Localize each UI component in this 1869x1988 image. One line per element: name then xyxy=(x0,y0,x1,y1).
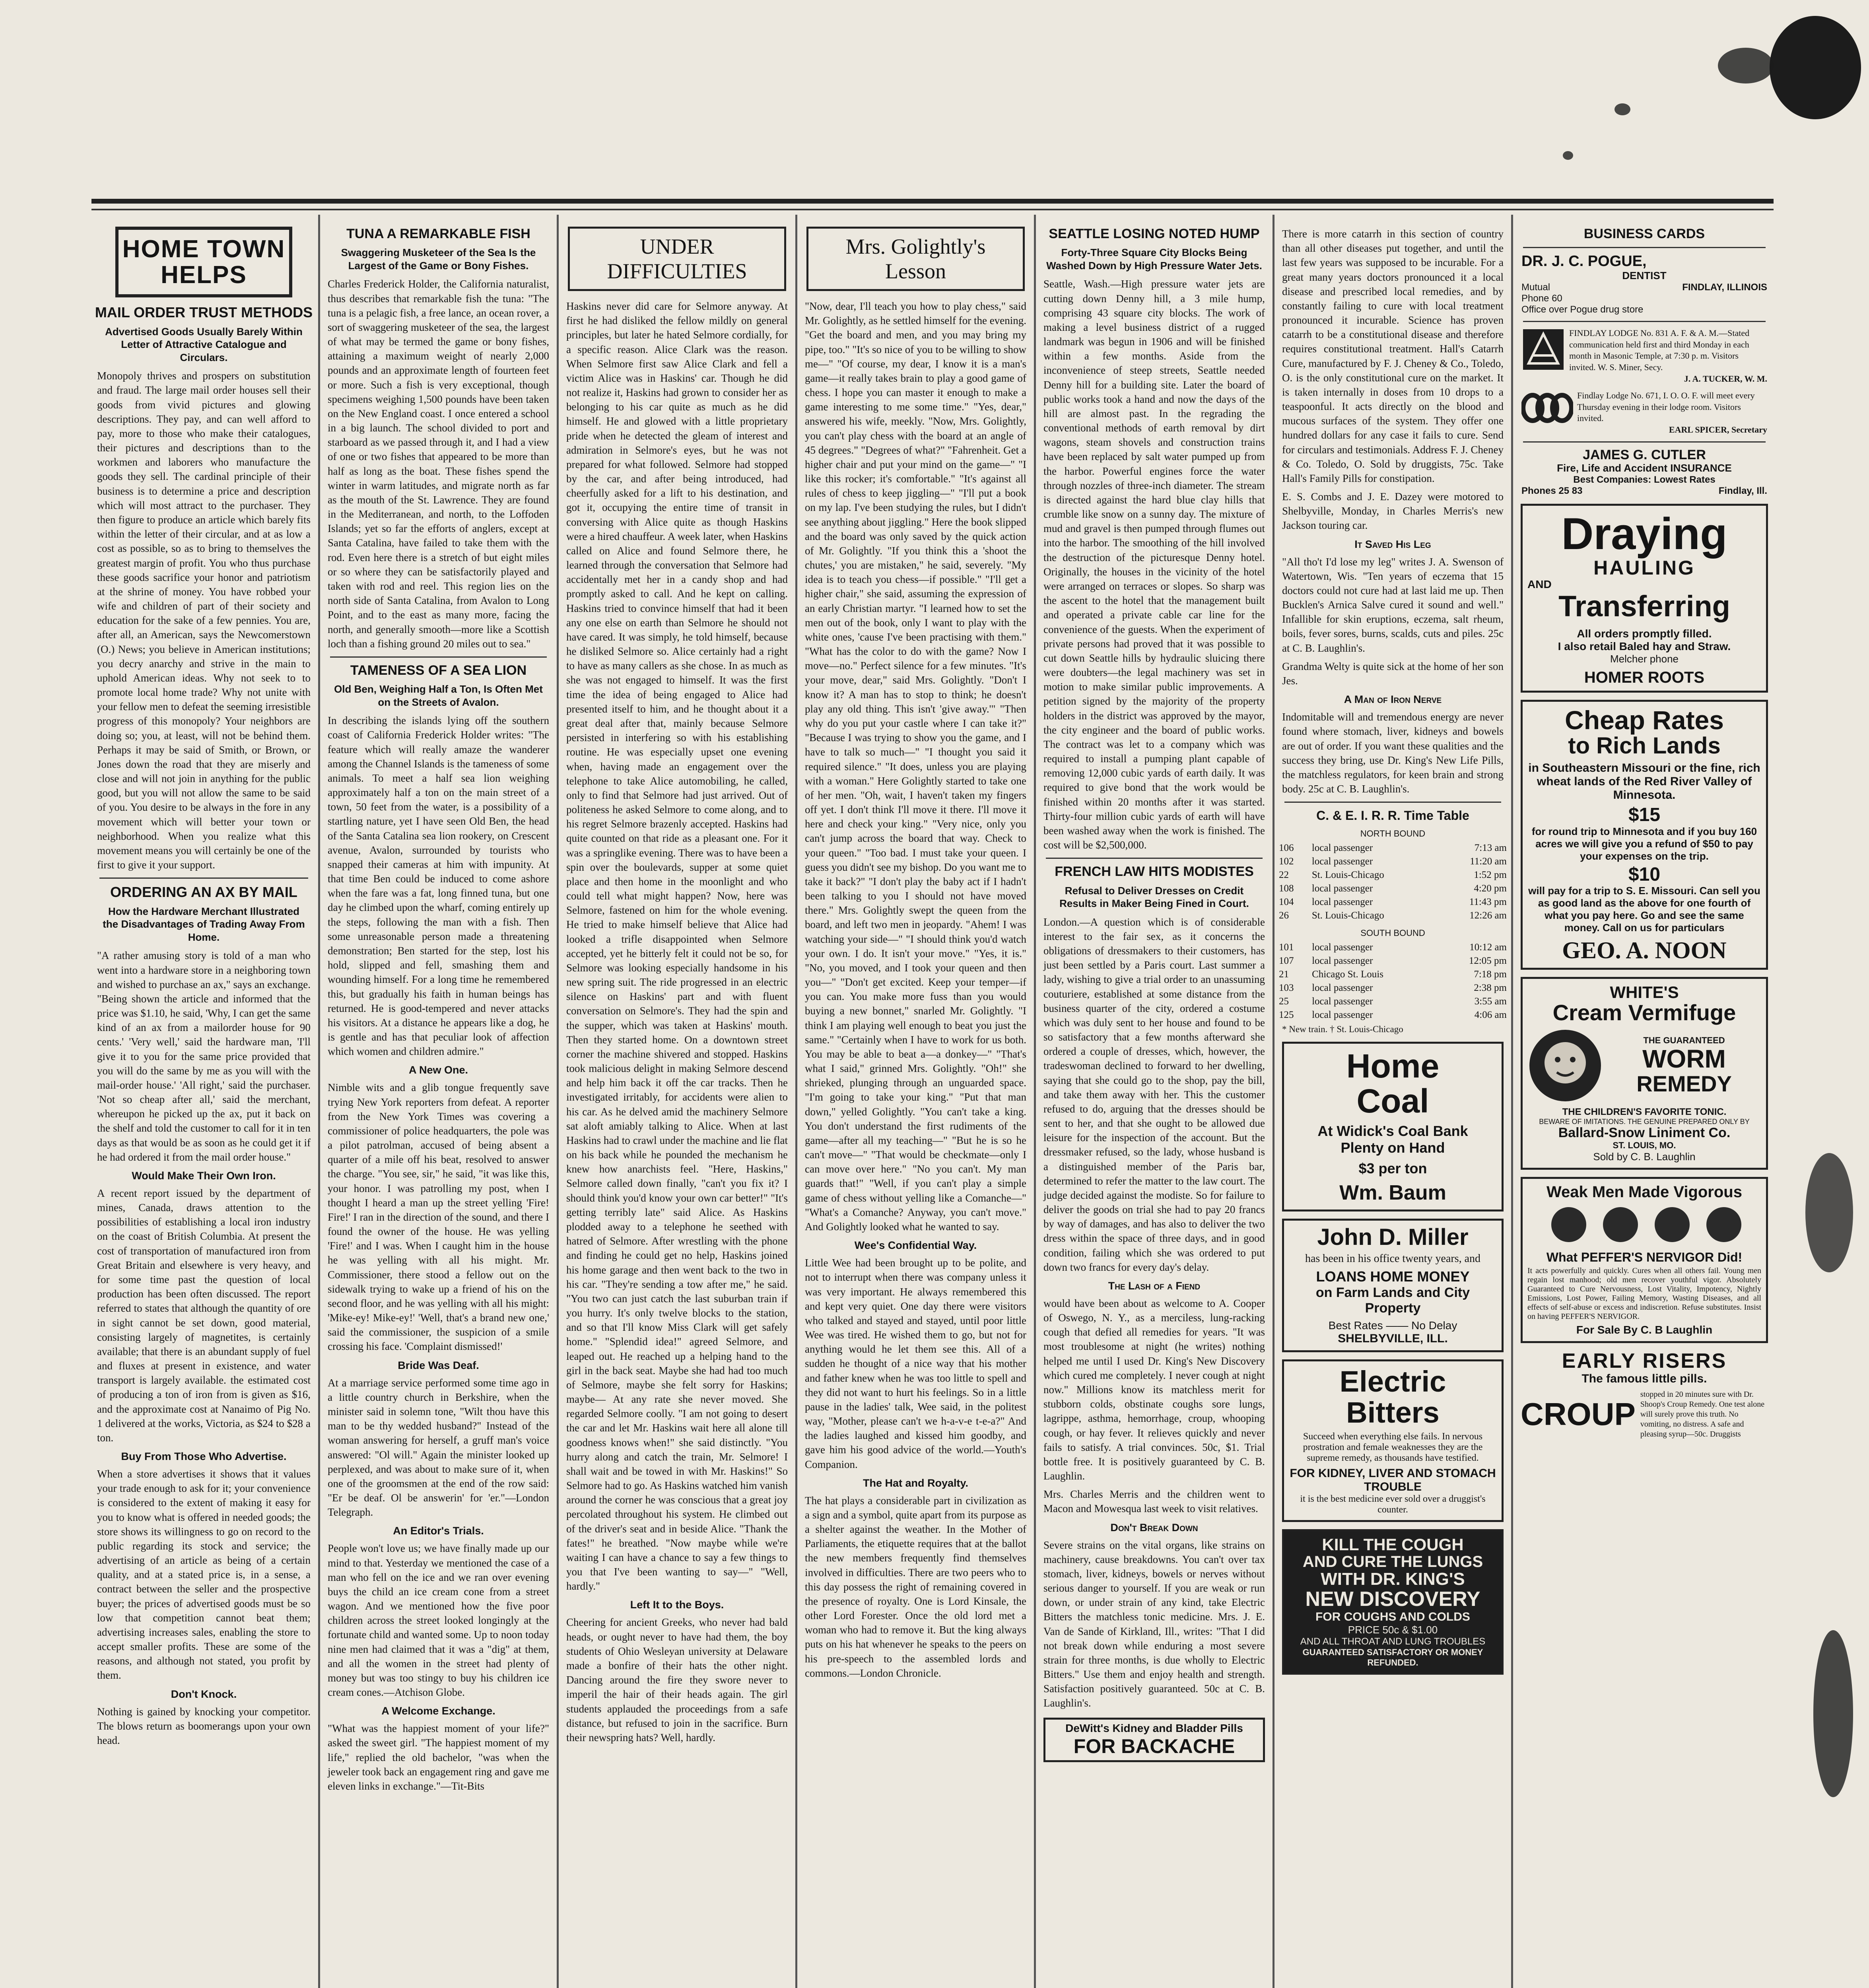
miller-line-6: SHELBYVILLE, ILL. xyxy=(1338,1332,1448,1345)
headline-fiend: The Lash of a Fiend xyxy=(1108,1279,1201,1292)
timetable-row xyxy=(1276,841,1509,855)
torn-edge-stain-2 xyxy=(1813,1630,1853,1797)
timetable-row xyxy=(1276,882,1509,895)
column-6 xyxy=(1276,215,1509,1988)
timetable-cell-time: 4:20 pm xyxy=(1474,883,1507,894)
dray-line-3: AND xyxy=(1527,578,1552,591)
cutler-name: JAMES G. CUTLER xyxy=(1583,447,1706,462)
dray-line-5: All orders promptly filled. xyxy=(1577,627,1712,640)
timetable-cell-no: 108 xyxy=(1279,883,1294,894)
timetable-cell-time: 10:12 am xyxy=(1469,942,1507,953)
headline-mail-order: MAIL ORDER TRUST METHODS xyxy=(95,304,313,321)
article-advertise: When a store advertises it shows that it values your trade enough to ask for it; your convenience is considered to the extent of making it easy for you to know what is offered in needed goods; the store shows its willingness to go on record to the public regarding its stock and service; the advertising of an article as being of a certain quality, and at a stated price is, in a sense, a contract between the seller and the prospective buyer; the prices of advertised goods must be so low that competition cannot beat them; advertising increases sales, enabling the store to accept smaller profits. These are some of the reasons, and although not stated, you profit by them. xyxy=(97,1468,311,1681)
timetable-note: * New train. † St. Louis-Chicago xyxy=(1282,1024,1403,1035)
home-coal-ad xyxy=(1282,1042,1504,1211)
torn-corner-stain-2 xyxy=(1718,48,1774,83)
article-mail-order: Monopoly thrives and prospers on substitution and fraud. The large mail order houses sell their goods from vivid pictures and glowing descriptions. They pay, and can well afford to pay, more to those who make their catalogues, their pictures and descriptions than to the workmen and laborers who manufacture the goods they sell. The cardinal principle of their business is to determine a price and description which will most attract to the purchaser. They then figure to produce an article which barely fits within the letter of their circular, and at as low a cost as possible, so as to bring to themselves the greatest margin of profit. You who thus purchase these goods sacrifice your honor and patriotism at the shrine of money. You have robbed your wife and children of part of their society and education for the sake of a few pennies. You are, after all, an American, says the Newcomerstown (O.) News; you believe in American institutions; you decry anarchy and strive in the main to uphold American ideas. Why not seek to to promote local home trade? Why not unite with your fellow men to defeat the seeming irresistible progress of this monopoly? Your neighbors are doing so; you, at least, will not be behind them. Perhaps it may be said of Smith, or Brown, or Jones down the road that they are miserly and close and will not join in anything for the public good, but you will not allow the same to be said of you. You desire to be always in the fore in any movement which will better your town or neighborhood. When you realize what this movement means you will certainly be one of the first to give it your support. xyxy=(97,370,311,871)
cutler-line-3: Phones 25 83 xyxy=(1521,485,1583,497)
miller-line-4: on Farm Lands and City Property xyxy=(1315,1285,1470,1316)
dray-line-7: Melcher phone xyxy=(1610,653,1679,665)
er-line-2: The famous little pills. xyxy=(1581,1372,1707,1385)
business-cards-title: BUSINESS CARDS xyxy=(1583,226,1705,241)
section-rule xyxy=(1523,441,1766,443)
column-divider xyxy=(318,215,320,1988)
chain-links-icon xyxy=(1521,390,1573,426)
section-rule xyxy=(1523,321,1766,322)
timetable-north xyxy=(1276,841,1509,922)
wv-line-7: BEWARE OF IMITATIONS. THE GENUINE PREPARED ONLY BY xyxy=(1539,1117,1750,1126)
timetable-cell-name: local passenger xyxy=(1312,982,1373,994)
dk-line-4: NEW DISCOVERY xyxy=(1305,1588,1480,1611)
headline-tuna: TUNA A REMARKABLE FISH xyxy=(346,226,530,241)
cr-line-6: $10 xyxy=(1628,864,1661,885)
wm-line-4: For Sale By C. B Laughlin xyxy=(1576,1324,1713,1336)
timetable-row xyxy=(1276,1008,1509,1022)
section-rule xyxy=(330,656,547,658)
pogue-line-2: FINDLAY, ILLINOIS xyxy=(1682,282,1767,293)
column-4 xyxy=(799,215,1032,1988)
deck-seattle: Forty-Three Square City Blocks Being Washed Down by High Pressure Water Jets. xyxy=(1046,247,1262,272)
portraits-icon xyxy=(1533,1203,1756,1246)
masonic-emblem-icon xyxy=(1521,328,1565,371)
pogue-title: DENTIST xyxy=(1622,270,1667,282)
timetable-row xyxy=(1276,909,1509,922)
article-editor: People won't love us; we have finally made up our mind to that. Yesterday we mentioned the case of a man who fell on the ice and we ran over evening buys the child an ice cream cone from a street wagon. And we mentioned how the five poor children across the street looked longingly at the fortunate child and wanted some. Up to noon today nine men had claimed that it was a "dig" at them, and all the women in the street had plenty of money but was too stingy to buy his children ice cream cones.—Atchison Globe. xyxy=(328,1542,549,1699)
wm-line-2: What PEFFER'S NERVIGOR Did! xyxy=(1546,1250,1743,1264)
deck-sea-lion: Old Ben, Weighing Half a Ton, Is Often Met on the Streets of Avalon. xyxy=(334,683,543,708)
logo-line-1: HOME TOWN xyxy=(122,235,286,263)
eb-line-4: FOR KIDNEY, LIVER AND STOMACH TROUBLE xyxy=(1290,1466,1496,1493)
column-divider xyxy=(795,215,797,1988)
timetable-cell-no: 26 xyxy=(1279,910,1289,921)
column-7 xyxy=(1515,215,1774,1988)
timetable-cell-name: local passenger xyxy=(1311,843,1373,854)
eb-line-5: it is the best medicine ever sold over a druggist's counter. xyxy=(1300,1493,1486,1515)
coal-line-6: Wm. Baum xyxy=(1339,1181,1446,1204)
timetable-cell-no: 101 xyxy=(1279,942,1294,953)
early-risers-ad xyxy=(1521,1350,1768,1386)
timetable-cell-no: 107 xyxy=(1279,955,1294,967)
deck-mail-order: Advertised Goods Usually Barely Within Letter of Attractive Catalogue and Circulars. xyxy=(105,325,303,363)
article-ax: "A rather amusing story is told of a man who went into a hardware store in a neighboring town and wished to purchase an ax," says an exchange. "Being shown the article and informed that the price was $1.10, he said, 'Why, I can get the same kind of an ax from a mailorder house for 90 cents.' 'Very well,' said the hardware man, 'I'll give it to you for the same price provided that you will do the same by me as you will with the mail-order house.' 'All right,' said the purchaser. 'Not so cheap after all,' said the merchant, whereupon he picked up the ax, put it back on the shelf and told the customer to call for it in ten days as that would be as soon as he could get it if he had ordered it from the mail order house." xyxy=(97,949,311,1163)
local-note-merris: Mrs. Charles Merris and the children went to Macon and Mowesqua last week to visit relatives. xyxy=(1043,1488,1265,1515)
headline-exchange: A Welcome Exchange. xyxy=(381,1705,495,1717)
dk-line-8: GUARANTEED SATISFACTORY OR MONEY REFUNDED. xyxy=(1302,1647,1483,1668)
dr-king-discovery-ad xyxy=(1282,1529,1504,1675)
timetable-cell-no: 104 xyxy=(1279,897,1294,908)
story-title-line-1: UNDER xyxy=(640,235,714,258)
torn-edge-stain xyxy=(1805,1153,1853,1272)
wv-line-5: REMEDY xyxy=(1636,1071,1732,1097)
timetable-cell-name: St. Louis-Chicago xyxy=(1311,870,1384,881)
eb-line-2: Bitters xyxy=(1346,1396,1440,1429)
cr-line-5: for round trip to Minnesota and if you buy 160 acres we will give you a refund of $50 to pay your expenses on the trip. xyxy=(1531,825,1757,862)
lodge1-text: FINDLAY LODGE No. 831 A. F. & A. M.—Stated communication held first and third Monday in each month in Masonic Temple, at 7:30 p. m. Visitors invited. W. S. Miner, Secy. xyxy=(1569,328,1750,373)
headline-advertise: Buy From Those Who Advertise. xyxy=(121,1450,287,1463)
timetable-cell-name: local passenger xyxy=(1312,996,1373,1007)
timetable-cell-no: 102 xyxy=(1279,856,1294,867)
timetable-cell-time: 11:20 am xyxy=(1470,856,1507,867)
timetable-cell-time: 11:43 pm xyxy=(1469,897,1507,908)
article-knock: Nothing is gained by knocking your competitor. The blows return as boomerangs upon your own head. xyxy=(97,1705,311,1746)
home-town-helps-logo xyxy=(115,227,292,297)
coal-line-1: Home xyxy=(1346,1047,1440,1085)
cr-line-4: $15 xyxy=(1628,804,1661,826)
logo-line-2: HELPS xyxy=(161,261,247,289)
dk-line-2: AND CURE THE LUNGS xyxy=(1302,1553,1483,1571)
coal-line-2: Coal xyxy=(1356,1082,1429,1120)
article-iron: A recent report issued by the department of mines, Canada, draws attention to the possibilities of establishing a local iron industry on the coast of British Columbia. At present the cost of transportation of manufactured iron from Great Britain and elsewhere is very heavy, and for some time past the question of local production has been often discussed. The report referred to states that although the quantity of ore in sight cannot be set down, good material, consisting largely of magnetites, is certainly available; that there is an abundant supply of fuel and fluxes at present in existence, and water transport is largely available. the estimated cost of producing a ton of iron from is given as $16, and the approximate cost at Nanaimo of Pig No. 1 delivered at the works, Victoria, as $24 to $28 a ton. xyxy=(97,1187,311,1444)
deck-tuna: Swaggering Musketeer of the Sea Is the Largest of the Game or Bony Fishes. xyxy=(341,247,536,272)
catarrh-notice: There is more catarrh in this section of country than all other diseases put together, and until the last few years was supposed to be incurable. For a great many years doctors pronounced it a local disease and prescribed local remedies, and by constantly failing to cure with local treatment pronounced it incurable. Science has proven catarrh to be a constitutional disease and therefore requires constitutional treatment. Hall's Catarrh Cure, manufactured by F. J. Cheney & Co., Toledo, O. is the only constitutional cure on the market. It is taken internally in doses from 10 drops to a teaspoonful. It acts directly on the blood and mucous surfaces of the system. They offer one hundred dollars for any case it fails to cure. Send for circulars and testimonials. Address F. J. Cheney & Co. Toledo, O. Sold by druggists, 75c. Take Hall's Family Pills for constipation. xyxy=(1282,228,1504,484)
wm-line-1: Weak Men Made Vigorous xyxy=(1546,1183,1742,1201)
headline-iron: Would Make Their Own Iron. xyxy=(132,1169,276,1182)
miller-line-1: John D. Miller xyxy=(1317,1224,1469,1250)
section-rule xyxy=(1284,802,1501,803)
wv-line-6: THE CHILDREN'S FAVORITE TONIC. xyxy=(1562,1106,1727,1117)
timetable-cell-name: local passenger xyxy=(1312,955,1373,967)
coal-line-3: At Widick's Coal Bank xyxy=(1317,1122,1468,1139)
article-new-one: Nimble wits and a glib tongue frequently save trying New York reporters from defeat. A reporter from the New York Times was covering a commissioner of police headquarters, the pole was a pilot patrolman, accused of being absent a quarter of a mile off his beat, resolved to answer the charge. "You see, sir," he said, "it was like this, your honor. I was patrolling my post, when I thought I heard a man up the street yelling 'Fire! Fire!' I ran in the direction of the sound, and there I found the owner of the house. He was yelling 'Fire!' and I was. When I caught him in the house he was yelling with all his might. Mr. Commissioner, there stood a fellow out on the sidewalk trying to wake up a friend of his on the second floor, and he was yelling with all his might: 'Mike-ey! Mike-ey!' 'Well, that's a brand new one,' said the commissioner, the suspicion of a smile crossing his face. 'Complaint dismissed!' xyxy=(328,1081,549,1353)
timetable-cell-no: 103 xyxy=(1279,982,1294,994)
headline-seattle: SEATTLE LOSING NOTED HUMP xyxy=(1049,226,1260,241)
ink-speck xyxy=(1614,103,1630,115)
timetable-cell-name: local passenger xyxy=(1311,856,1373,867)
timetable-cell-no: 125 xyxy=(1279,1010,1294,1021)
pogue-name: DR. J. C. POGUE, xyxy=(1521,253,1647,270)
timetable-row xyxy=(1276,981,1509,995)
john-miller-ad xyxy=(1282,1219,1504,1353)
lodge1-signature: J. A. TUCKER, W. M. xyxy=(1684,373,1767,384)
masthead-rule-thin xyxy=(91,209,1774,210)
article-break-down: Severe strains on the vital organs, like strains on machinery, cause breakdowns. You can't over tax stomach, liver, kidneys, bowels or nerves without serious danger to yourself. If you are weak or run down, or under strain of any kind, take Electric Bitters the matchless tonic medicine. Mrs. J. E. Van de Sande of Kirkland, Ill., writes: "That I did not break down while enduring a most severe strain for three months, is due wholly to Electric Bitters." Use them and enjoy health and strength. Satisfaction positively guaranteed. 50c at C. B. Laughlin's. xyxy=(1043,1539,1265,1709)
article-tuna: Charles Frederick Holder, the California naturalist, thus describes that remarkable fish the tuna: "The tuna is a pelagic fish, a free lance, an ocean rover, a sort of swaggering musketeer of the sea, the largest of what may be termed the game or bony fishes, attaining a maximum weight of nearly 2,000 pounds and an approximate length of fourteen feet or more. Such a fish is very exceptional, though specimens weighing 1,500 pounds have been taken on the New England coast. I once entered a school in a big launch. The school divided to port and starboard as we passed through it, and I had a view of one or two fishes that appeared to be more than half as long as the boat. These fishes spend the winter in warm latitudes, and migrate north as far as the mouth of the St. Lawrence. They are found in the Mediterranean, and north, to the Loffoden Islands; yet so far the efforts of anglers, except at Santa Catalina, have failed to take them with the rod. Even here there is a stretch of but eight miles or so where they can be satisfactorily played and taken with rod and reel. This region lies on the north side of Santa Catalina, from Avalon to Long Point, and to the east as many more, facing the north, and generally smooth—more like a Scottish loch than a fishing ground 20 miles out to sea." xyxy=(328,278,549,650)
story-title-line-2: Lesson xyxy=(885,259,946,283)
timetable-cell-time: 12:26 am xyxy=(1469,910,1507,921)
headline-sea-lion: TAMENESS OF A SEA LION xyxy=(350,662,527,678)
dray-line-2: HAULING xyxy=(1593,556,1695,579)
timetable-cell-name: St. Louis-Chicago xyxy=(1311,910,1384,921)
section-rule xyxy=(1523,247,1766,248)
cutler-line-2: Best Companies: Lowest Rates xyxy=(1573,474,1716,485)
story-under-difficulties: Haskins never did care for Selmore anyway. At first he had disliked the fellow mildly on general principles, but later he hated Selmore cordially, for a specific reason. Alice Clark was the reason. When Selmore first saw Alice Clark and fell a victim Alice was in Haskins' car. Though he did not realize it, Haskins had grown to consider her as belonging to his car quite as much as he did himself. He and glowed with a little proprietary pride when he detected the gleam of interest and admiration in Selmore's eyes, but he was not prepared for what followed. Selmore had stopped by the car, and after being introduced, had cheerfully asked for a lift to his destination, and got it, occupying the entire time of transit in conversing with Alice quite as though Haskins were a hired chauffeur. A week later, when Haskins called on Alice and found Selmore there, he learned through the conversation that Selmore had accidentally met her in a candy shop and had promptly asked to call. And he kept on calling. Haskins tried to convince himself that had it been any one else on earth than Selmore he should not have cared. It was simply, he told himself, because he disliked Selmore so. Alice certainly had a right to have as many callers as she chose. In as much as she was not engaged to himself. It was the first time the idea of being engaged to Alice had presented itself to him, and he thought about it a great deal after that, mainly because Selmore persisted in interfering so with his establishing routine. He was especially upset one evening when, having made an engagement over the telephone to take Alice automobiling, he called, only to find that Selmore had just arrived. Out of politeness he asked Selmore to come along, and to his regret Selmore brazenly accepted. Haskins had quite counted on that ride as a pleasant one. For it was a springlike evening. There was to have been a spin over the boulevards, supper at some quiet place and then home in the moonlight and who could tell what might happen? Now, here was Selmore, fastened on him for the whole evening. He tried to make himself believe that Alice had looked a trifle disappointed when Selmore accepted, yet he bitterly felt it could not be so, for Selmore was looking especially handsome in his new spring suit. The ride progressed in an electric silence on Haskins' part and with fluent conversation on Selmore's. They had the spin and the supper, which was taken at Haskins' mouth. Then they started home. On a downtown street corner the machine shivered and stopped. Haskins took malicious delight in making Selmore descend and help him back it off the car tracks. Then he investigated irritably, for accidents were alien to his car. As he delved amid the machinery Selmore sat aloft amiably talking to Alice. When at last Haskins had to crawl under the machine and lie flat on his back while he pounded the mechanism he knew how anarchists feel. "Here, Haskins," Selmore called down finally, "can't you fix it? I should think you'd know your own car better!" "It's getting terribly late" said Alice. As Haskins plodded away to a telephone he seethed with hatred of Selmore. After wrestling with the phone and finding he could get no help, Haskins joined his home garage and then went back to the two in his car. "They're sending a tow after me," he said. "You two can just catch the last suburban train if you hurry. It's only twelve blocks to the station, and so that I'll know Miss Clark will get safely home." "Splendid idea!" agreed Selmore, and leaped out. He reached up a helping hand to the girl in the back seat. Maybe she had had too much of Selmore, maybe she felt sorry for Haskins; maybe— At any rate she never moved. She regarded Selmore coolly. "I am not going to desert the car and let Mr. Haskins wait here all alone till goodness knows when!" she said distinctly. "You hurry along and catch the train, Mr. Selmore! I shall wait and be towed in with Mr. Haskins!" So Selmore had to go. As Haskins watched him vanish around the corner he was conscious that a great joy percolated throughout his system. He climbed out of the driver's seat and in beside Alice. "Thank the fates!" he breathed. "Now maybe while we're waiting I can have a chance to say a few things to you that I've been wanting to say—" "Well, hardly." xyxy=(566,300,788,1592)
wm-line-3: It acts powerfully and quickly. Cures when all others fail. Young men regain lost manhood; old men recover youthful vigor. Absolutely Guaranteed to Cure Nervousness, Lost Vitality, Impotency, Nightly Emissions, Lost Power, Failing Memory, Wasting Diseases, and all effects of self-abuse or excess and indiscretion. Refuse substitutes. Insist on having PEFFER'S NERVIGOR. xyxy=(1527,1266,1761,1321)
dray-line-1: Draying xyxy=(1561,509,1727,559)
wv-line-1: WHITE'S xyxy=(1610,983,1679,1002)
headline-boys: Left It to the Boys. xyxy=(630,1599,724,1611)
timetable-cell-time: 7:13 am xyxy=(1474,843,1507,854)
column-divider xyxy=(1511,215,1513,1988)
column-2 xyxy=(322,215,555,1988)
eb-line-1: Electric xyxy=(1339,1365,1446,1398)
wv-line-4: WORM xyxy=(1642,1044,1726,1073)
article-hat: The hat plays a considerable part in civilization as a sign and a symbol, quite apart from its purpose as a shelter against the weather. In the Mother of Parliaments, the etiquette requires that at the ballot the new members frequently find themselves involved in difficulties. There are two peers who to this day possess the right of remaining covered in the presence of royalty. One is Lord Kinsale, the other Lord Forester. Once the old lord met a woman who had to remove it. But the king always puts on his hat whenever he speaks to the peers on his pre-speech to the assembled lords and commons.—London Chronicle. xyxy=(805,1494,1026,1679)
card-cutler xyxy=(1521,448,1767,497)
column-1 xyxy=(91,215,316,1988)
headline-hat: The Hat and Royalty. xyxy=(863,1477,969,1489)
croup-ad xyxy=(1521,1390,1768,1439)
local-note-welty: Grandma Welty is quite sick at the home of her son Jes. xyxy=(1282,660,1504,687)
article-saved-leg: "All tho't I'd lose my leg" writes J. A. Swenson of Watertown, Wis. "Ten years of eczema that 15 doctors could not cure had at last laid me up. Then Bucklen's Arnica Salve cured it sound and well." Infallible for skin eruptions, eczema, salt rheum, boils, fever sores, burns, scalds, cuts and piles. 25c at C. B. Laughlin's. xyxy=(1282,555,1504,654)
timetable-row xyxy=(1276,868,1509,882)
wv-line-10: Sold by C. B. Laughlin xyxy=(1593,1150,1696,1163)
dk-line-1: KILL THE COUGH xyxy=(1322,1535,1464,1554)
headline-editor: An Editor's Trials. xyxy=(393,1525,484,1537)
torn-corner-stain xyxy=(1770,16,1861,119)
timetable-row xyxy=(1276,954,1509,968)
dk-line-6: PRICE 50c & $1.00 xyxy=(1348,1623,1438,1636)
dray-line-6: I also retail Baled hay and Straw. xyxy=(1558,640,1731,653)
timetable-south xyxy=(1276,941,1509,1022)
timetable-cell-time: 2:38 pm xyxy=(1474,982,1507,994)
article-bride: At a marriage service performed some time ago in a little country church in Berkshire, when the minister said in solemn tone, "Wilt thou have this man to be thy wedded husband?" Instead of the woman answering for herself, a gruff man's voice answered: "Ol will." Again the minister looked up perplexed, and was about to make sure of it, when one of the groomsmen at the end of the row said: "Er be deaf. Ol be answerin' for 'er."—London Telegraph. xyxy=(328,1376,549,1518)
timetable-cell-name: local passenger xyxy=(1311,897,1373,908)
pogue-line-1: Mutual xyxy=(1521,282,1550,293)
article-boys: Cheering for ancient Greeks, who never had bald heads, or ought never to have had them, the boy students of Ohio Wesleyan university at Delaware made a bonfire of their hats the other night. Dancing around the fire they swore never to imperil the hair of their heads again. The girl students applauded the proceedings from a safe distance, but refused to join in the sacrifice. Burn their newspring hats? Well, hardly. xyxy=(566,1616,788,1743)
timetable-row xyxy=(1276,855,1509,868)
dk-line-5: FOR COUGHS AND COLDS xyxy=(1315,1610,1470,1623)
miller-line-5: Best Rates —— No Delay xyxy=(1328,1319,1457,1332)
wv-line-2: Cream Vermifuge xyxy=(1552,1000,1736,1025)
cutler-line-4: Findlay, Ill. xyxy=(1718,485,1767,497)
story-title-line-1: Mrs. Golightly's xyxy=(845,235,986,258)
timetable-cell-name: Chicago St. Louis xyxy=(1312,969,1383,980)
deck-ax: How the Hardware Merchant Illustrated the Disadvantages of Trading Away From Home. xyxy=(103,905,305,943)
dewitt-line-2: FOR BACKACHE xyxy=(1073,1735,1235,1757)
wv-line-9: ST. LOUIS, MO. xyxy=(1613,1140,1676,1150)
article-sea-lion: In describing the islands lying off the southern coast of California Frederick Holder writes: "The feature which will really amaze the wanderer among the Channel Islands is the tameness of some animals. To meet a half sea lion weighing approximately half a ton on the main street of a town, 50 feet from the water, is a possibility of a startling nature, yet I have seen Old Ben, the head of the Santa Catalina sea lion rookery, on Crescent avenue, Avalon, surrounded by tourists who snapped their cameras at him with impunity. At that time Ben could be induced to come ashore when the fare was a fat, long finned tuna, but one day he climbed upon the wharf, coming entirely up the steps, following the man with a fish. Then some unreasonable person made a threatening demonstration; Ben started for the step, lost his hold, slipped and fell, smashing them and wounding himself. For a long time he remembered this, but gradually his faith in human beings has returned. He is good-tempered and never attacks his visitors. At a distance he appears like a dog, he is gentle and has that peculiar look of affection which women and children admire." xyxy=(328,714,549,1058)
cr-line-2: to Rich Lands xyxy=(1568,733,1721,759)
card-masonic-lodge xyxy=(1521,328,1767,384)
eb-line-3: Succeed when everything else fails. In nervous prostration and female weaknesses they are the supreme remedy, as thousands have testified. xyxy=(1303,1431,1483,1463)
timetable-cell-no: 22 xyxy=(1279,870,1289,881)
timetable-north-heading: NORTH BOUND xyxy=(1360,829,1426,839)
masthead-rule xyxy=(91,199,1774,204)
timetable-cell-time: 12:05 pm xyxy=(1469,955,1507,967)
timetable-cell-name: local passenger xyxy=(1311,883,1373,894)
timetable-cell-time: 4:06 am xyxy=(1474,1010,1507,1021)
article-wee: Little Wee had been brought up to be polite, and not to interrupt when there was company unless it was very important. He always remembered this and kept very quiet. One day there were visitors who talked and stayed and stayed, until poor little Wee was tired. He wished them to go, but not for anything would he let them see this. All of a sudden he thought of a nice way that his mother and father knew when he was too little to spell and they did not want to hurt his feelings. So in a little pause in the ladies' talk, Wee said, in the politest way, "Mother, please can't we h-a-v-e t-e-a?" And the ladies laughed and kissed him goodby, and gave him his good advice of the world.—Youth's Companion. xyxy=(805,1257,1026,1470)
article-exchange: "What was the happiest moment of your life?" asked the sweet girl. "The happiest moment of my life," replied the old bachelor, "was when the jeweler took back an engagement ring and gave me eleven links in exchange."—Tit-Bits xyxy=(328,1722,549,1792)
story-golightly: "Now, dear, I'll teach you how to play chess," said Mr. Golightly, as he settled himself for the evening. "Get the board and men, and you may bring my pipe, too." "It's so nice of you to be willing to show me—" "Of course, my dear, I know it is a man's game—it really takes brain to play a good game of chess. I hope you can master it enough to make a game interesting to me some time." "Yes, dear," answered his wife, meekly. "Now, Mrs. Golightly, you can't play chess with the board at an angle of 45 degrees." "Degrees of what?" "Fahrenheit. Get a higher chair and put your mind on the game—" "I like this rocker; it's comfortable." "It's against all rules of chess to keep jiggling—" "I'll put a book on my lap. I've been studying the rules, but I didn't see anything about jiggling." Here the book slipped and the board was only saved by the quick action of Mr. Golightly. "If you think this a 'shoot the chutes,' you are mistaken," he said, severely. "My idea is to teach you chess—if possible." "I'll get a higher chair," she said, assuming the expression of an early Christian martyr. "I learned how to set the men out of the book, only I want to play with the white ones, 'cause I've been practising with them." "What has the color to do with the game? Now I move—no." Perfect silence for a few minutes. "It's your move, dear," said Mrs. Golightly. "Don't I know it? A man has to stop to think; he doesn't play any old thing. This isn't 'give away.'" "Then why do you put your castle where I can take it?" "Because I was trying to show you the game, and I have to talk so much—" "I thought you said it required silence." "It does, unless you are playing with a woman." Here Golightly started to take one of her men. "Oh, wait, I haven't taken my fingers off yet. I don't think I'll move it there. I'll move it here and check your king." "Very nice, only you can't jump across the board that way. Check to your queen." "Too bad. I must take your queen. I guess you didn't see my bishop. Do you want me to take it back?" "I don't play the baby act if I hadn't been talking to you I should not have moved there." Mrs. Golightly swept the queen from the board, and left two men in jeopardy. "Ahem! I was watching your side—" "I should think you'd watch your own. I do. It isn't your move." "Yes, it is." "No, you moved, and I took your queen and then you—" "Don't get excited. Keep your temper—if you can. You make more fuss than you would buying a new bonnet," snarled Mr. Golightly. "I think I am playing well enough to beat you just the same." "Certainly when I have to work for us both. You may be able to beat a—a donkey—" "That's what I said," grinned Mrs. Golightly. "Oh!" she shrieked, plunging through an unguarded space. "I'm going to take your king." "Put that man down," yelled Golightly. "You can't take a king. You don't understand the first rudiments of the game—after all my teaching—" "But he is so he can't move—" "That would be checkmate—only I can move over here." "No you can't. My man guards that!" "Well, if you can't play a simple game of chess without yelling like a Comanche—" "What's a Comanche? Anyway, you can't move." And Golightly looked what he wanted to say. xyxy=(805,300,1026,1233)
coal-line-5: $3 per ton xyxy=(1358,1160,1427,1176)
column-divider xyxy=(557,215,559,1988)
deck-french-law: Refusal to Deliver Dresses on Credit Results in Maker Being Fined in Court. xyxy=(1059,884,1249,910)
timetable-cell-name: local passenger xyxy=(1312,1010,1373,1021)
section-rule xyxy=(99,878,308,879)
pogue-line-4: Office over Pogue drug store xyxy=(1521,304,1644,315)
cr-noon: GEO. A. NOON xyxy=(1562,937,1727,964)
timetable-cell-time: 3:55 am xyxy=(1474,996,1507,1007)
cr-line-3: in Southeastern Missouri or the fine, rich wheat lands of the Red River Valley of Minnesota. xyxy=(1528,761,1760,802)
timetable-cell-time: 7:18 pm xyxy=(1474,969,1507,980)
headline-bride: Bride Was Deaf. xyxy=(398,1359,479,1371)
dewitt-line-1: DeWitt's Kidney and Bladder Pills xyxy=(1065,1722,1243,1734)
column-divider xyxy=(1034,215,1036,1988)
column-3 xyxy=(561,215,793,1988)
timetable-row xyxy=(1276,995,1509,1008)
nervigor-ad xyxy=(1521,1177,1768,1343)
local-note-combs: E. S. Combs and J. E. Dazey were motored to Shelbyville, Monday, in Charles Merris's new Jackson touring car. xyxy=(1282,491,1504,532)
lodge2-signature: EARL SPICER, Secretary xyxy=(1669,425,1767,435)
vermifuge-ad xyxy=(1521,977,1768,1170)
er-line-1: EARLY RISERS xyxy=(1562,1349,1727,1373)
timetable-title: C. & E. I. R. R. Time Table xyxy=(1316,808,1469,823)
headline-break-down: Don't Break Down xyxy=(1110,1521,1198,1534)
electric-bitters-ad xyxy=(1282,1359,1504,1522)
dewitt-ad xyxy=(1043,1718,1265,1762)
dray-homer: HOMER ROOTS xyxy=(1584,669,1705,687)
article-fiend: would have been about as welcome to A. Cooper of Oswego, N. Y., as a merciless, lung-racking cough that defied all remedies for years. "It was most troublesome at night (he writes) nothing helped me until I used Dr. King's New Discovery which cured me completely. I never cough at night now." Millions know its matchless merit for stubborn colds, obstinate coughs sore lungs, lagrippe, asthma, hemorrhage, croup, whooping cough, or hay fever. It relieves quickly and never fails to satisfy. A trial convinces. 50c, $1. Trial bottle free. It is positively guaranteed by C. B. Laughlin. xyxy=(1043,1297,1265,1482)
story-title-box xyxy=(568,227,786,291)
headline-new-one: A New One. xyxy=(408,1064,468,1076)
card-oddfellows-lodge xyxy=(1521,390,1767,435)
lodge2-text: Findlay Lodge No. 671, I. O. O. F. will meet every Thursday evening in their lodge room. Visitors invited. xyxy=(1577,390,1755,423)
headline-iron-nerve: A Man of Iron Nerve xyxy=(1344,693,1442,706)
article-french-law: London.—A question which is of considerable interest to the fair sex, as it concerns the obligations of dressmakers to their customers, has just been settled by a Paris court. Last summer a lady, wishing to give a trial order to an unassuming couturiere, established at some distance from the business quarter of the city, ordered a costume which was duly sent to her house and found to be so satisfactory that a few months afterward she ordered a couple of dresses, which, however, the tradeswoman declined to forward to her dwelling, saying that she could go to the shop, pay the bill, and take them away with her. This the customer refused to do, arguing that the dresses should be sent to her, and that she ought to be allowed due leisure for the inspection of the account. But the dressmaker refused, so the lady, whose husband is a distinguished member of the Paris bar, determined to refer the matter to the law court. The judge decided against the modiste. So for failure to deliver the goods on trial she had to pay 20 francs by way of damages, and has also to deliver the two dress within the space of three days, and in good condition, failing which she was ordered to put down two francs for every day's delay. xyxy=(1043,916,1265,1273)
headline-ax: ORDERING AN AX BY MAIL xyxy=(110,884,297,901)
section-rule xyxy=(1046,858,1263,859)
wv-line-8: Ballard-Snow Liniment Co. xyxy=(1558,1125,1731,1140)
timetable-cell-no: 106 xyxy=(1279,843,1294,854)
miller-line-3: LOANS HOME MONEY xyxy=(1316,1268,1470,1285)
draying-ad xyxy=(1521,504,1768,693)
headline-knock: Don't Knock. xyxy=(171,1688,237,1700)
headline-wee: Wee's Confidential Way. xyxy=(854,1239,977,1252)
coal-line-4: Plenty on Hand xyxy=(1341,1139,1445,1156)
headline-french-law: FRENCH LAW HITS MODISTES xyxy=(1055,864,1254,879)
article-iron-nerve: Indomitable will and tremendous energy are never found where stomach, liver, kidneys and bowels are out of order. If you want these qualities and the success they bring, use Dr. King's New Life Pills, the matchless regulators, for keen brain and strong body. 25c at C. B. Laughlin's. xyxy=(1282,711,1504,795)
timetable-south-heading: SOUTH BOUND xyxy=(1360,928,1425,938)
timetable-row xyxy=(1276,941,1509,954)
cutler-line-1: Fire, Life and Accident INSURANCE xyxy=(1557,462,1732,474)
story-title-line-2: DIFFICULTIES xyxy=(607,259,747,283)
timetable-cell-no: 21 xyxy=(1279,969,1289,980)
timetable-cell-time: 1:52 pm xyxy=(1474,870,1507,881)
cheap-rates-ad xyxy=(1521,700,1768,970)
child-portrait-icon xyxy=(1527,1028,1603,1103)
wv-line-3: THE GUARANTEED xyxy=(1643,1035,1725,1045)
cr-line-1: Cheap Rates xyxy=(1565,705,1724,735)
ink-speck xyxy=(1563,151,1573,160)
headline-saved-leg: It Saved His Leg xyxy=(1354,538,1431,550)
article-seattle: Seattle, Wash.—High pressure water jets are cutting down Denny hill, a 3 mile hump, comprising 43 square city blocks. The work of making a level business district of a rugged landmark was begun in 1906 and will be finished within a few months. Aside from the inconvenience of steep streets, Seattle needed Denny hill for a building site. Later the board of public works took a hand and now the days of the hill are almost past. In the regrading the conventional methods of earth removal by dirt wagons, steam shovels and construction trains have been replaced by salt water pumped up from the harbor. Powerful engines force the water through nozzles of three-inch diameter. The stream is directed against the hard blue clay hills that crumble like snow on a sunny day. The mixture of mud and gravel is then pumped through flumes out into the harbor. The smoothing of the hill involved the destruction of the picturesque Denny hotel. Originally, the houses in the vicinity of the hotel were arranged on terraces or slopes. So sharp was the ascent to the hotel that the management built and operated a private cable car line for the convenience of the guests. When the experiment of private persons had proved that it was possible to cut down Seattle hills by hydraulic sluicing there were doubters—the legal machinery was set in motion to make similar public improvements. A petition signed by the majority of the property holders in the district was approved by the mayor, the city engineer and the board of public works. The contract was let to a company which was required to install a pumping plant capable of removing 12,000 cubic yards of earth daily. It was required to give bond that the work would be finished within 20 months after it was started. Thirty-four million cubic yards of earth will have been washed away when the work is finished. The cost will be $2,500,000. xyxy=(1043,278,1265,851)
dk-line-3: WITH DR. KING'S xyxy=(1321,1569,1465,1589)
croup-text: stopped in 20 minutes sure with Dr. Shoop's Croup Remedy. One test alone will surely prove this truth. No vomiting, no distress. A safe and pleasing syrup—50c. Druggists xyxy=(1640,1390,1765,1439)
cr-line-7: will pay for a trip to S. E. Missouri. Can sell you as good land as the above for one fourth of what you pay here. Go and see the same money. Call on us for particulars xyxy=(1528,885,1760,934)
dk-line-7: AND ALL THROAT AND LUNG TROUBLES xyxy=(1300,1636,1486,1647)
timetable-cell-no: 25 xyxy=(1279,996,1289,1007)
dray-line-4: Transferring xyxy=(1558,590,1730,623)
pogue-line-3: Phone 60 xyxy=(1521,293,1562,304)
timetable-row xyxy=(1276,895,1509,909)
miller-line-2: has been in his office twenty years, and xyxy=(1305,1252,1481,1265)
croup-word: CROUP xyxy=(1521,1396,1636,1432)
story-title-box xyxy=(806,227,1025,291)
timetable-row xyxy=(1276,968,1509,981)
timetable-cell-name: local passenger xyxy=(1312,942,1373,953)
card-pogue xyxy=(1521,254,1767,315)
column-divider xyxy=(1273,215,1274,1988)
column-5 xyxy=(1038,215,1271,1988)
